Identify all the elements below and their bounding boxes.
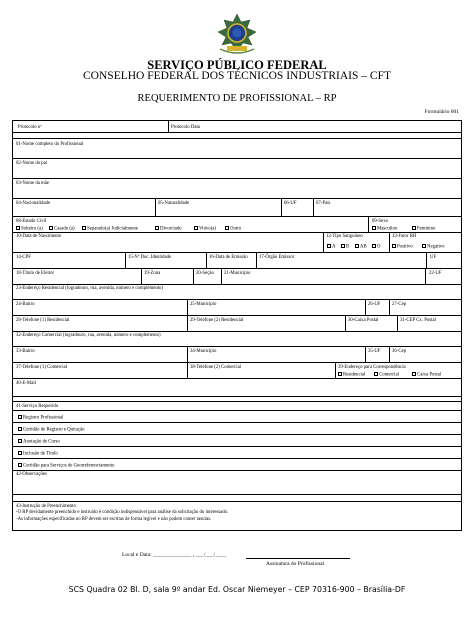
rh-negative-label: Negativo bbox=[427, 244, 445, 250]
work-uf-field[interactable] bbox=[365, 347, 389, 362]
issue-date-field[interactable] bbox=[206, 253, 256, 268]
birth-blood-row bbox=[13, 233, 461, 253]
nationality-row bbox=[13, 199, 461, 217]
sex-female-label: Feminino bbox=[417, 226, 436, 232]
mother-name-label: 03-Nome da mãe bbox=[16, 181, 50, 186]
protocol-number-label: Protocolo nº bbox=[18, 125, 42, 130]
checkbox-icon bbox=[18, 451, 22, 455]
work-phone-row bbox=[13, 363, 461, 379]
voter-id-label: 18-Título de Eleitor bbox=[16, 271, 55, 276]
service-registration-label: Registro Profissional bbox=[23, 415, 64, 421]
marital-single-label: Solteiro (a) bbox=[21, 226, 43, 232]
cpf-label: 14-CPF bbox=[16, 255, 31, 260]
checkbox-icon bbox=[18, 439, 22, 443]
marital-divorced-label: Divorciado bbox=[160, 226, 182, 232]
work-city-field[interactable] bbox=[187, 347, 365, 362]
nationality-label: 04-Nacionalidade bbox=[16, 201, 51, 206]
checkbox-icon bbox=[327, 244, 331, 248]
marital-status-label: 08-Estado Civil bbox=[16, 219, 47, 224]
service-certificate-label: Certidão de Registro e Quitação bbox=[23, 427, 85, 433]
voter-city-field[interactable] bbox=[221, 269, 425, 284]
checkbox-icon bbox=[341, 244, 345, 248]
marital-separated-checkbox[interactable] bbox=[82, 226, 138, 232]
protocol-row bbox=[13, 121, 461, 133]
checkbox-icon bbox=[155, 226, 159, 230]
voter-id-field[interactable] bbox=[13, 269, 141, 284]
blood-b-checkbox[interactable] bbox=[341, 244, 349, 250]
mail-pobox-label: Caixa Postal bbox=[417, 372, 442, 378]
mailing-address-label: 39-Endereço para Correspondência bbox=[338, 365, 406, 370]
checkbox-icon bbox=[18, 427, 22, 431]
home-phone-row bbox=[13, 316, 461, 332]
service-header bbox=[13, 402, 461, 411]
sex-label: 09-Sexo bbox=[372, 219, 388, 224]
cpf-field[interactable] bbox=[13, 253, 125, 268]
work-uf-label: 35-UF bbox=[368, 349, 381, 354]
service-course-label: Anotação de Curso bbox=[23, 439, 60, 445]
rh-factor-group bbox=[389, 233, 461, 252]
checkbox-icon bbox=[372, 244, 376, 248]
mail-work-label: Comercial bbox=[379, 372, 399, 378]
home-phone2-label: 29-Telefone (2) Residencial bbox=[190, 318, 244, 323]
work-district-field[interactable] bbox=[13, 347, 187, 362]
mail-pobox-checkbox[interactable] bbox=[412, 372, 441, 378]
sex-group bbox=[368, 217, 461, 232]
signature-line[interactable] bbox=[246, 558, 350, 559]
blood-b-label: B bbox=[346, 244, 350, 250]
checkbox-icon bbox=[225, 226, 229, 230]
rh-positive-checkbox[interactable] bbox=[392, 244, 413, 250]
voter-city-label: 21-Município bbox=[224, 271, 251, 276]
service-title-label: Inclusão de Título bbox=[23, 451, 58, 457]
home-city-field[interactable] bbox=[187, 300, 365, 315]
work-phone2-label: 38-Telefone (2) Comercial bbox=[190, 365, 242, 370]
marital-other-label: Outro bbox=[230, 226, 242, 232]
home-address-field[interactable] bbox=[13, 285, 461, 300]
work-district-label: 33-Bairro bbox=[16, 349, 35, 354]
protocol-date-field[interactable] bbox=[168, 121, 461, 132]
marital-married-checkbox[interactable] bbox=[49, 226, 75, 232]
mail-work-checkbox[interactable] bbox=[374, 372, 399, 378]
registration-form bbox=[12, 120, 462, 531]
home-phone1-label: 28-Telefone (1) Residencial bbox=[16, 318, 70, 323]
home-district-field[interactable] bbox=[13, 300, 187, 315]
form-number: Formulário 001 bbox=[424, 109, 459, 115]
po-box-field[interactable] bbox=[345, 316, 397, 331]
local-date-line[interactable]: Local e Data: ______________ , ___/___/____ bbox=[122, 552, 227, 558]
checkbox-icon bbox=[18, 463, 22, 467]
country-field[interactable] bbox=[313, 199, 461, 216]
birthplace-label: 05-Naturalidade bbox=[158, 201, 190, 206]
blood-a-label: A bbox=[332, 244, 336, 250]
marital-other-checkbox[interactable] bbox=[225, 226, 241, 232]
work-location-row bbox=[13, 347, 461, 363]
service-row-5 bbox=[13, 459, 461, 471]
voter-uf-label: 22-UF bbox=[429, 271, 442, 276]
spacer bbox=[13, 495, 461, 502]
service-row-2 bbox=[13, 423, 461, 435]
sex-female-checkbox[interactable] bbox=[412, 226, 435, 232]
uf-label: 06-UF bbox=[284, 201, 297, 206]
instruction-2: -As informações especificadas no RP devem ser escritas de forma legível e não podem conter rasuras. bbox=[16, 517, 212, 522]
council-heading: CONSELHO FEDERAL DOS TÉCNICOS INDUSTRIAIS – CFT bbox=[83, 70, 391, 82]
zone-label: 19-Zona bbox=[144, 271, 161, 276]
service-registration-checkbox[interactable] bbox=[18, 415, 63, 421]
work-phone1-label: 37-Telefone (1) Comercial bbox=[16, 365, 68, 370]
birth-date-field[interactable] bbox=[13, 233, 323, 252]
marital-separated-label: Separado(a) Judicialmente bbox=[87, 226, 139, 232]
marital-sex-row bbox=[13, 217, 461, 233]
work-zip-field[interactable] bbox=[389, 347, 461, 362]
email-field[interactable] bbox=[13, 379, 461, 397]
checkbox-icon bbox=[392, 244, 396, 248]
full-name-label: 01-Nome completo do Profissional bbox=[16, 142, 84, 147]
po-box-zip-field[interactable] bbox=[397, 316, 461, 331]
full-name-field[interactable] bbox=[13, 139, 461, 159]
checkbox-icon bbox=[18, 415, 22, 419]
nationality-field[interactable] bbox=[13, 199, 155, 216]
work-phone1-field[interactable] bbox=[13, 363, 187, 378]
home-location-row bbox=[13, 300, 461, 316]
home-district-label: 24-Bairro bbox=[16, 302, 35, 307]
issuer-uf-field[interactable] bbox=[426, 253, 461, 268]
mother-name-field[interactable] bbox=[13, 179, 461, 199]
marital-status-group bbox=[13, 217, 368, 232]
protocol-date-label: Protocolo Data bbox=[171, 125, 200, 130]
issuer-uf-label: UF bbox=[430, 255, 437, 260]
home-phone1-field[interactable] bbox=[13, 316, 187, 331]
po-box-zip-label: 31-CEP Cx. Postal bbox=[400, 318, 436, 323]
birth-date-label: 10-Data de Nascimento bbox=[16, 234, 62, 239]
service-course-checkbox[interactable] bbox=[18, 439, 60, 445]
rh-factor-label: 13-Fator RH bbox=[392, 234, 417, 239]
instruction-1: -O RP devidamente preenchido e instruído é condição indispensável para análise da solicitação do interessado. bbox=[16, 510, 229, 515]
blood-type-group bbox=[323, 233, 389, 252]
section-label: 20-Seção bbox=[196, 271, 214, 276]
checkbox-icon bbox=[412, 372, 416, 376]
email-label: 40-E-Mail bbox=[16, 381, 36, 386]
coat-of-arms-emblem bbox=[216, 13, 258, 55]
blood-type-label: 12-Tipo Sanguíneo bbox=[326, 234, 363, 239]
home-zip-label: 27-Cep bbox=[392, 302, 407, 307]
issuer-label: 17-Órgão Emissor bbox=[259, 255, 295, 260]
instructions-label: 43-Instrução de Preenchimento bbox=[16, 504, 76, 509]
marital-divorced-checkbox[interactable] bbox=[155, 226, 182, 232]
checkbox-icon bbox=[422, 244, 426, 248]
service-row-4 bbox=[13, 447, 461, 459]
service-label: 41-Serviço Requerido bbox=[16, 404, 59, 409]
blood-o-checkbox[interactable] bbox=[372, 244, 380, 250]
blood-o-label: O bbox=[377, 244, 381, 250]
home-zip-field[interactable] bbox=[389, 300, 461, 315]
uf-field[interactable] bbox=[281, 199, 313, 216]
checkbox-icon bbox=[49, 226, 53, 230]
sex-male-label: Masculino bbox=[377, 226, 398, 232]
father-name-field[interactable] bbox=[13, 159, 461, 179]
observations-label: 42-Observações bbox=[16, 472, 47, 477]
home-uf-label: 26-UF bbox=[368, 302, 381, 307]
signature-label: Assinatura do Profissional bbox=[266, 561, 325, 567]
service-title-checkbox[interactable] bbox=[18, 451, 58, 457]
work-city-label: 34-Município bbox=[190, 349, 217, 354]
marital-widowed-checkbox[interactable] bbox=[194, 226, 216, 232]
blood-ab-checkbox[interactable] bbox=[355, 244, 367, 250]
mail-home-label: Residencial bbox=[343, 372, 366, 378]
work-phone2-field[interactable] bbox=[187, 363, 335, 378]
checkbox-icon bbox=[194, 226, 198, 230]
org-heading: SERVIÇO PÚBLICO FEDERAL bbox=[147, 58, 327, 72]
service-geo-checkbox[interactable] bbox=[18, 463, 114, 469]
home-city-label: 25-Município bbox=[190, 302, 217, 307]
mail-home-checkbox[interactable] bbox=[338, 372, 365, 378]
home-address-label: 23-Endereço Residencial (logradouro, rua, avenida, número e complemento) bbox=[16, 286, 164, 291]
rh-positive-label: Positivo bbox=[397, 244, 413, 250]
rh-negative-checkbox[interactable] bbox=[422, 244, 445, 250]
home-phone2-field[interactable] bbox=[187, 316, 345, 331]
instructions-block bbox=[13, 502, 461, 530]
home-uf-field[interactable] bbox=[365, 300, 389, 315]
father-name-label: 02-Nome do pai bbox=[16, 161, 48, 166]
checkbox-icon bbox=[338, 372, 342, 376]
service-geo-label: Certidão para Serviços de Georreferenciamento bbox=[23, 463, 115, 469]
country-label: 07-País bbox=[316, 201, 331, 206]
work-address-field[interactable] bbox=[13, 332, 461, 347]
blood-a-checkbox[interactable] bbox=[327, 244, 335, 250]
service-certificate-checkbox[interactable] bbox=[18, 427, 85, 433]
checkbox-icon bbox=[374, 372, 378, 376]
service-row-1 bbox=[13, 411, 461, 423]
footer-address: SCS Quadra 02 Bl. D, sala 9º andar Ed. Oscar Niemeyer – CEP 70316-900 – Brasília-DF bbox=[68, 585, 406, 594]
marital-single-checkbox[interactable] bbox=[16, 226, 43, 232]
voter-row bbox=[13, 269, 461, 285]
protocol-number-field[interactable] bbox=[13, 121, 168, 132]
birthplace-field[interactable] bbox=[155, 199, 281, 216]
checkbox-icon bbox=[355, 244, 359, 248]
documents-row bbox=[13, 253, 461, 269]
zone-field[interactable] bbox=[141, 269, 193, 284]
id-number-field[interactable] bbox=[125, 253, 206, 268]
work-zip-label: 36-Cep bbox=[392, 349, 407, 354]
observations-field[interactable] bbox=[13, 471, 461, 495]
marital-married-label: Casado (a) bbox=[54, 226, 75, 232]
issuer-field[interactable] bbox=[256, 253, 426, 268]
checkbox-icon bbox=[372, 226, 376, 230]
form-title: REQUERIMENTO DE PROFISSIONAL – RP bbox=[137, 93, 337, 104]
checkbox-icon bbox=[16, 226, 20, 230]
sex-male-checkbox[interactable] bbox=[372, 226, 397, 232]
voter-uf-field[interactable] bbox=[425, 269, 461, 284]
work-address-label: 32-Endereço Comercial (logradouro, rua, avenida, número e complemento) bbox=[16, 333, 161, 338]
checkbox-icon bbox=[82, 226, 86, 230]
issue-date-label: 16-Data de Emissão bbox=[209, 255, 248, 260]
service-row-3 bbox=[13, 435, 461, 447]
mailing-address-group bbox=[335, 363, 461, 378]
po-box-label: 30-Caixa Postal bbox=[348, 318, 379, 323]
blood-ab-label: AB bbox=[360, 244, 367, 250]
id-number-label: 15-Nº Doc. Identidade bbox=[128, 255, 172, 260]
section-field[interactable] bbox=[193, 269, 221, 284]
checkbox-icon bbox=[412, 226, 416, 230]
marital-widowed-label: Viúvo(a) bbox=[199, 226, 217, 232]
